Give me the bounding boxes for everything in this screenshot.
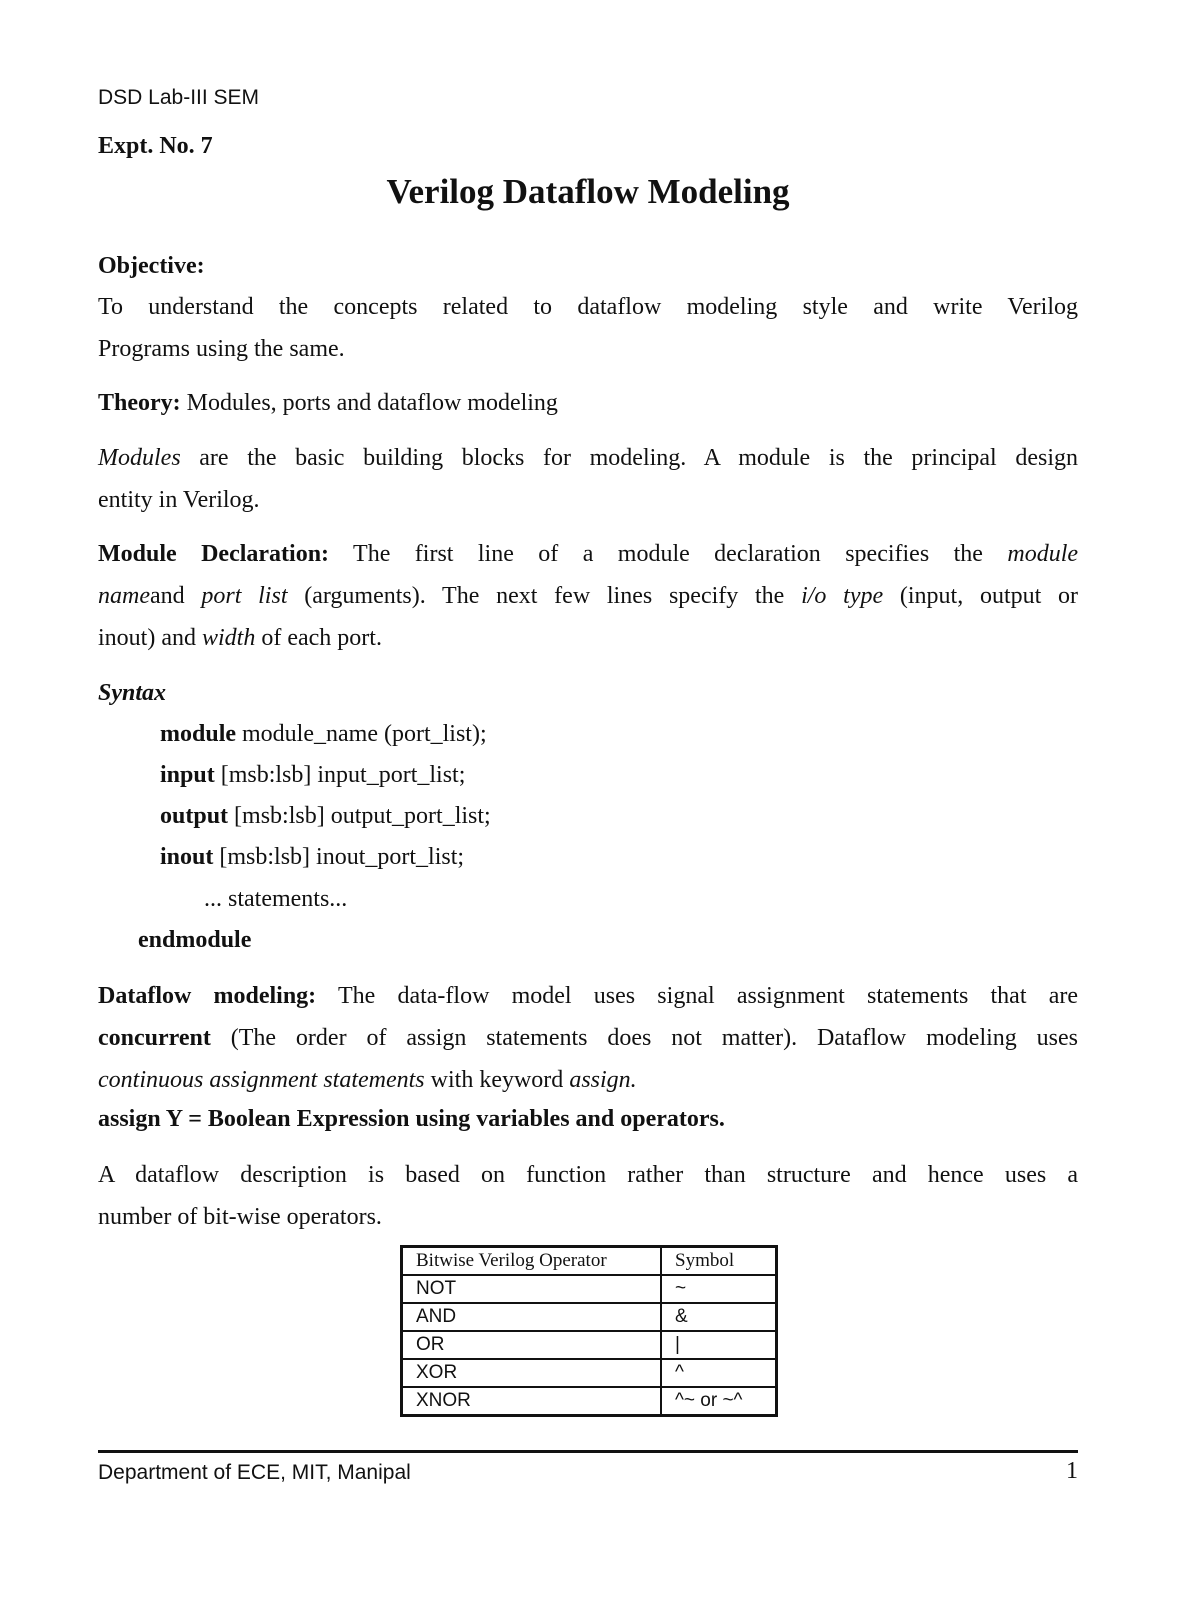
theory-heading: Theory: xyxy=(98,390,181,416)
term-continuous-assignment: continuous assignment statements xyxy=(98,1067,425,1093)
table-row xyxy=(402,1387,777,1416)
operator-symbol: ~ xyxy=(661,1275,777,1303)
term-width: width xyxy=(201,625,256,651)
experiment-number: Expt. No. 7 xyxy=(98,133,213,159)
keyword-output: output xyxy=(160,803,229,829)
description-line-1: A dataflow description is based on function rather than structure and hence uses a xyxy=(98,1162,1078,1188)
keyword-module: module xyxy=(160,721,237,747)
modules-paragraph xyxy=(98,437,1078,521)
operators-table xyxy=(400,1245,778,1417)
module-declaration-paragraph xyxy=(98,533,1078,659)
description-paragraph xyxy=(98,1154,1078,1238)
syntax-statements: ... statements... xyxy=(204,886,348,912)
theory-text: Modules, ports and dataflow modeling xyxy=(180,390,558,416)
module-declaration-line-2-end: (input, output or xyxy=(883,583,1079,609)
modules-line-2: entity in Verilog. xyxy=(98,487,260,513)
keyword-input: input xyxy=(160,762,215,788)
table-header-symbol: Symbol xyxy=(661,1247,777,1276)
operator-symbol: ^ xyxy=(661,1359,777,1387)
keyword-endmodule: endmodule xyxy=(138,927,252,953)
operator-symbol: | xyxy=(661,1331,777,1359)
dataflow-line-1: The data-flow model uses signal assignment statements that are xyxy=(316,983,1078,1009)
objective-line-1: To understand the concepts related to dataflow modeling style and write Verilog xyxy=(98,294,1078,320)
term-port-list: port list xyxy=(201,583,288,609)
dataflow-line-3: with keyword xyxy=(424,1067,570,1093)
term-io-type: i/o type xyxy=(801,583,884,609)
operator-name: OR xyxy=(402,1331,662,1359)
operator-name: AND xyxy=(402,1303,662,1331)
term-name: name xyxy=(98,583,150,609)
syntax-line-output xyxy=(160,803,491,830)
syntax-input-rest: [msb:lsb] input_port_list; xyxy=(214,762,466,788)
module-declaration-line-1: The first line of a module declaration specifies the xyxy=(329,541,1008,567)
operator-symbol: & xyxy=(661,1303,777,1331)
table-row xyxy=(402,1359,777,1387)
dataflow-line-2: (The order of assign statements does not matter). Dataflow modeling uses xyxy=(210,1025,1078,1051)
running-header: DSD Lab-III SEM xyxy=(98,86,260,109)
table-header-operator: Bitwise Verilog Operator xyxy=(402,1247,662,1276)
page-title: Verilog Dataflow Modeling xyxy=(386,172,790,211)
syntax-module-rest: module_name (port_list); xyxy=(236,721,487,747)
objective-heading: Objective: xyxy=(98,253,205,279)
objective-line-2: Programs using the same. xyxy=(98,336,345,362)
dataflow-paragraph xyxy=(98,975,1078,1101)
footer-department: Department of ECE, MIT, Manipal xyxy=(98,1461,411,1484)
module-declaration-line-3-end: of each port. xyxy=(255,625,382,651)
syntax-line-inout xyxy=(160,844,464,871)
term-concurrent: concurrent xyxy=(98,1025,211,1051)
operator-name: XNOR xyxy=(402,1387,662,1416)
table-header-row xyxy=(402,1247,777,1276)
syntax-heading: Syntax xyxy=(98,680,167,706)
module-declaration-and: and xyxy=(149,583,202,609)
module-declaration-heading: Module Declaration: xyxy=(98,541,330,567)
keyword-inout: inout xyxy=(160,844,214,870)
page-number: 1 xyxy=(1066,1458,1078,1484)
term-module: module xyxy=(1007,541,1079,567)
operator-symbol: ^~ or ~^ xyxy=(661,1387,777,1416)
table-row xyxy=(402,1303,777,1331)
assign-statement: assign Y = Boolean Expression using variables and operators. xyxy=(98,1106,725,1132)
modules-line-1: are the basic building blocks for modeling. A module is the principal design xyxy=(180,445,1078,471)
footer-divider xyxy=(98,1450,1078,1453)
syntax-line-module xyxy=(160,721,487,748)
operator-name: XOR xyxy=(402,1359,662,1387)
objective-paragraph xyxy=(98,286,1078,370)
table-row xyxy=(402,1331,777,1359)
syntax-output-rest: [msb:lsb] output_port_list; xyxy=(228,803,491,829)
module-declaration-line-2: (arguments). The next few lines specify the xyxy=(287,583,802,609)
term-assign: assign. xyxy=(569,1067,637,1093)
module-declaration-line-3: inout) and xyxy=(98,625,202,651)
operator-name: NOT xyxy=(402,1275,662,1303)
theory-paragraph xyxy=(98,382,1078,424)
dataflow-heading: Dataflow modeling: xyxy=(98,983,317,1009)
description-line-2: number of bit-wise operators. xyxy=(98,1204,382,1230)
syntax-inout-rest: [msb:lsb] inout_port_list; xyxy=(213,844,465,870)
syntax-line-input xyxy=(160,762,465,789)
table-row xyxy=(402,1275,777,1303)
modules-term: Modules xyxy=(98,445,181,471)
